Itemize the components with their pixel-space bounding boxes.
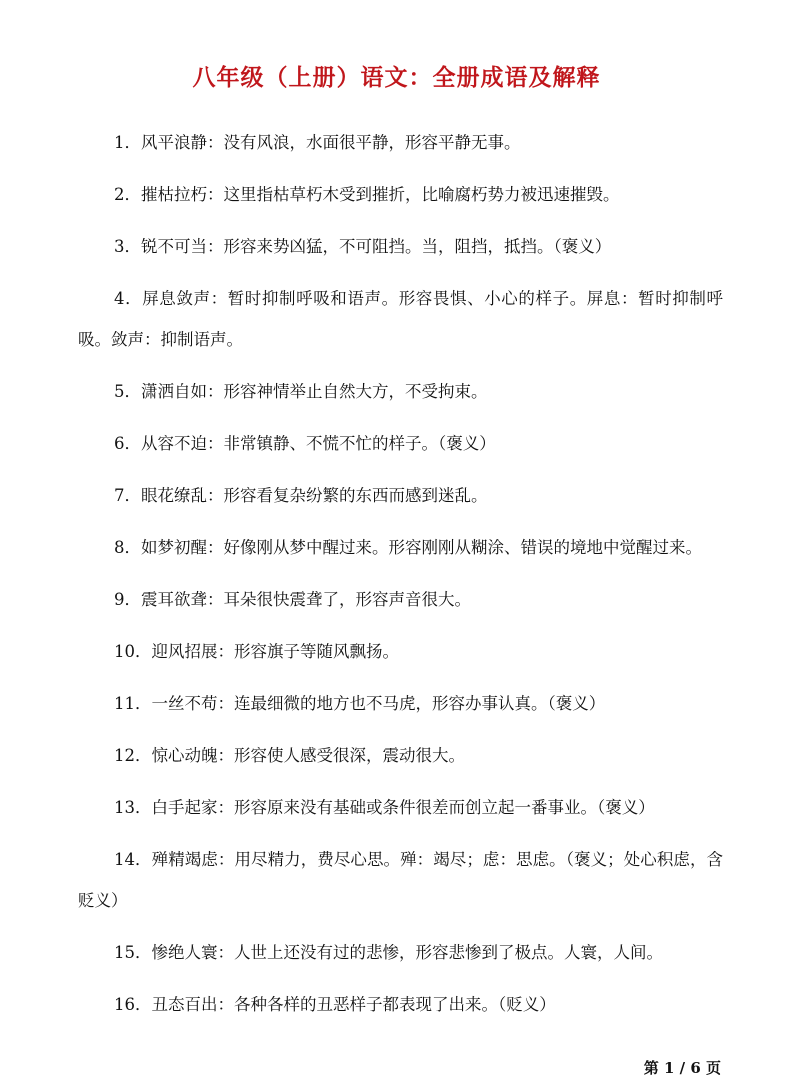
idiom-entry (78, 475, 723, 516)
idiom-entry (78, 631, 723, 672)
entry-term: 白手起家 (151, 798, 218, 817)
entry-number: 12． (114, 746, 152, 765)
entry-term: 震耳欲聋 (141, 590, 207, 609)
idiom-entry (78, 174, 723, 215)
entry-definition: ：连最细微的地方也不马虎，形容办事认真。（褒义） (217, 694, 606, 713)
entry-number: 3． (114, 237, 141, 256)
entry-term: 惊心动魄 (151, 746, 218, 765)
document-title: 八年级（上册）语文：全册成语及解释 (192, 64, 601, 91)
entry-term: 锐不可当 (141, 237, 207, 256)
entry-term: 殚精竭虑 (151, 850, 218, 869)
entry-number: 4． (114, 289, 143, 308)
entry-definition: ：形容神情举止自然大方，不受拘束。 (207, 382, 488, 401)
entry-definition: ：用尽精力，费尽心思。殚：竭尽；虑：思虑。（褒义；处心积虑，含贬义） (78, 850, 723, 910)
entry-term: 屏息敛声 (142, 289, 211, 308)
entry-number: 6． (114, 434, 141, 453)
idiom-entry (78, 984, 723, 1025)
entry-definition: ：人世上还没有过的悲惨，形容悲惨到了极点。人寰，人间。 (217, 943, 663, 962)
entry-definition: ：形容使人感受很深，震动很大。 (217, 746, 465, 765)
entry-definition: ：非常镇静、不慌不忙的样子。（褒义） (207, 434, 496, 453)
entry-number: 14． (114, 850, 152, 869)
entry-term: 丑态百出 (151, 995, 218, 1014)
page-footer: 第 1 / 6 页 (643, 1059, 721, 1077)
entry-definition: ：各种各样的丑恶样子都表现了出来。（贬义） (217, 995, 556, 1014)
entry-definition: ：形容看复杂纷繁的东西而感到迷乱。 (207, 486, 488, 505)
entry-term: 一丝不苟 (151, 694, 218, 713)
entry-definition: ：耳朵很快震聋了，形容声音很大。 (207, 590, 471, 609)
idiom-entry (78, 527, 723, 568)
entry-term: 摧枯拉朽 (141, 185, 207, 204)
entry-number: 5． (114, 382, 141, 401)
entry-definition: ：形容原来没有基础或条件很差而创立起一番事业。（褒义） (217, 798, 655, 817)
entry-number: 9． (114, 590, 141, 609)
entry-term: 风平浪静 (141, 133, 207, 152)
entry-term: 眼花缭乱 (141, 486, 207, 505)
entry-number: 15． (114, 943, 152, 962)
entry-number: 10． (114, 642, 152, 661)
entry-number: 13． (114, 798, 152, 817)
entry-term: 如梦初醒 (141, 538, 207, 557)
entry-number: 2． (114, 185, 141, 204)
entry-definition: ：暂时抑制呼吸和语声。形容畏惧、小心的样子。屏息：暂时抑制呼吸。敛声：抑制语声。 (78, 289, 724, 349)
idiom-entry (78, 278, 723, 360)
entry-definition: ：没有风浪，水面很平静，形容平静无事。 (207, 133, 521, 152)
idiom-entry (78, 122, 723, 163)
entry-term: 潇洒自如 (141, 382, 207, 401)
entry-definition: ：这里指枯草朽木受到摧折，比喻腐朽势力被迅速摧毁。 (207, 185, 620, 204)
entry-term: 迎风招展 (151, 642, 218, 661)
entry-definition: ：好像刚从梦中醒过来。形容刚刚从糊涂、错误的境地中觉醒过来。 (207, 538, 702, 557)
entry-number: 7． (114, 486, 141, 505)
entry-definition: ：形容来势凶猛，不可阻挡。当，阻挡，抵挡。（褒义） (207, 237, 612, 256)
idiom-entry (78, 683, 723, 724)
entry-term: 惨绝人寰 (151, 943, 218, 962)
idiom-entry (78, 579, 723, 620)
idiom-entry (78, 787, 723, 828)
idiom-entry (78, 226, 723, 267)
idiom-entry (78, 371, 723, 412)
entry-definition: ：形容旗子等随风飘扬。 (217, 642, 399, 661)
entry-term: 从容不迫 (141, 434, 207, 453)
idiom-entry (78, 839, 723, 921)
idiom-entry (78, 735, 723, 776)
idiom-entry (78, 423, 723, 464)
entry-number: 8． (114, 538, 141, 557)
idiom-list (78, 122, 723, 1036)
entry-number: 16． (114, 995, 152, 1014)
idiom-entry (78, 932, 723, 973)
entry-number: 11． (114, 694, 152, 713)
entry-number: 1． (114, 133, 141, 152)
